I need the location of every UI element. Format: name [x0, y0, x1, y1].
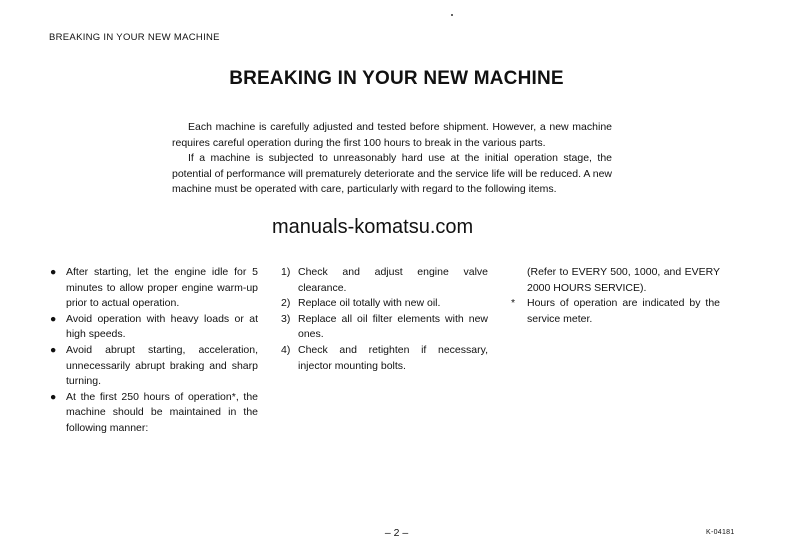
list-item: [281, 343, 488, 374]
page-title: BREAKING IN YOUR NEW MACHINE: [229, 68, 564, 89]
intro-paragraph-2: If a machine is subjected to unreasonably hard use at the initial operation stage, the potential of performance will prematurely deteriorate and the service life will be reduced. A new machine must be operated with care, particularly with regard to the following items.: [172, 152, 612, 196]
list-item-text: Replace all oil filter elements with new ones.: [298, 312, 488, 341]
item-number: 2): [281, 297, 291, 310]
list-item-text: Avoid operation with heavy loads or at high speeds.: [66, 312, 258, 341]
list-item: [281, 296, 488, 312]
list-item-text: Check and retighten if necessary, injector mounting bolts.: [298, 343, 488, 372]
footnote: [511, 296, 720, 327]
list-item: [50, 390, 258, 437]
list-item: [50, 265, 258, 312]
list-item: [281, 312, 488, 343]
middle-column: [281, 265, 488, 374]
running-header: BREAKING IN YOUR NEW MACHINE: [49, 32, 220, 43]
reference-text: (Refer to EVERY 500, 1000, and EVERY 2000 HOURS SERVICE).: [527, 266, 720, 294]
item-number: 3): [281, 312, 291, 325]
page-number: – 2 –: [384, 527, 409, 539]
asterisk-mark: *: [511, 297, 516, 310]
list-item-text: Avoid abrupt starting, acceleration, unnecessarily abrupt braking and sharp turning.: [66, 343, 258, 388]
document-code: K-04181: [706, 529, 735, 536]
bullet-icon: ●: [50, 390, 57, 403]
item-number: 1): [281, 266, 291, 278]
left-column: [50, 265, 258, 437]
list-item-text: At the first 250 hours of operation*, the machine should be maintained in the following manner:: [66, 390, 258, 434]
bullet-icon: ●: [50, 343, 57, 356]
intro-text: [172, 120, 612, 198]
right-column: [511, 265, 720, 327]
bullet-icon: ●: [50, 312, 57, 325]
intro-paragraph-1: Each machine is carefully adjusted and tested before shipment. However, a new machine requires careful operation during the first 100 hours to break in the various parts.: [172, 121, 612, 149]
list-item: [50, 343, 258, 390]
item-number: 4): [281, 343, 291, 356]
bullet-icon: ●: [50, 266, 57, 278]
watermark: manuals-komatsu.com: [272, 216, 474, 238]
list-item: [281, 265, 488, 296]
list-item-text: After starting, let the engine idle for 5 minutes to allow proper engine warm-up prior to actual operation.: [66, 266, 258, 310]
footnote-text: Hours of operation are indicated by the service meter.: [527, 297, 720, 325]
list-item-text: Replace oil totally with new oil.: [298, 297, 441, 310]
list-item-text: Check and adjust engine valve clearance.: [298, 266, 488, 294]
speck: [451, 14, 453, 16]
list-item: [50, 312, 258, 343]
